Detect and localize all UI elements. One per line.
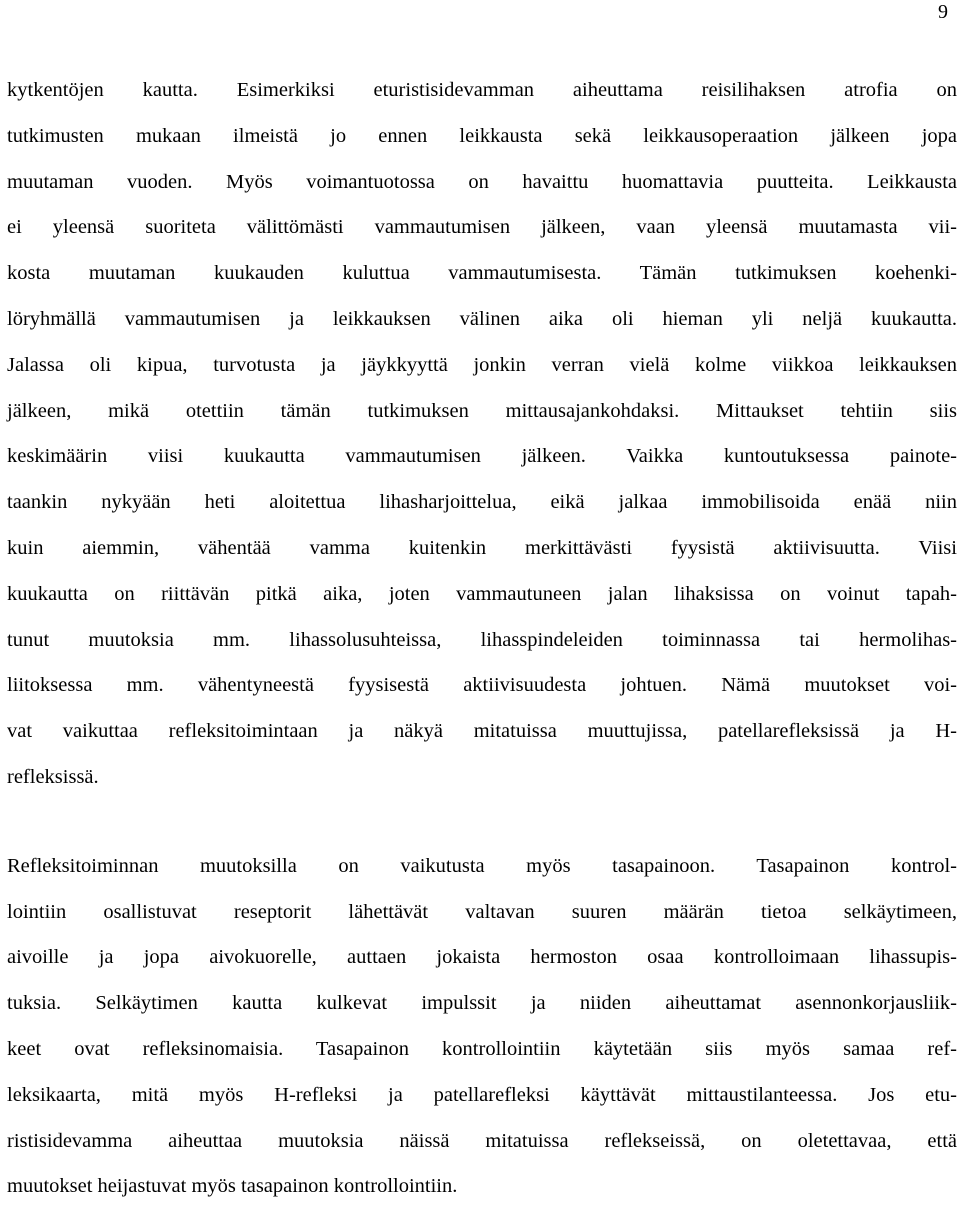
page-number: 9 bbox=[938, 1, 948, 23]
text-line: Jalassa oli kipua, turvotusta ja jäykkyyttä jonkin verran vielä kolme viikkoa leikkauksen bbox=[7, 353, 957, 376]
text-line: leksikaarta, mitä myös H-refleksi ja patellarefleksi käyttävät mittaustilanteessa. Jos etu- bbox=[7, 1083, 957, 1106]
text-line: tuksia. Selkäytimen kautta kulkevat impulssit ja niiden aiheuttamat asennonkorjausliik- bbox=[7, 992, 957, 1015]
text-line: lointiin osallistuvat reseptorit lähettävät valtavan suuren määrän tietoa selkäytimeen, bbox=[7, 900, 957, 923]
text-line: jälkeen, mikä otettiin tämän tutkimuksen mittausajankohdaksi. Mittaukset tehtiin siis bbox=[7, 399, 957, 422]
text-line: muutokset heijastuvat myös tasapainon kontrollointiin. bbox=[7, 1175, 458, 1198]
paragraph-gap bbox=[7, 801, 957, 844]
text-line: refleksissä. bbox=[7, 765, 99, 788]
paragraph bbox=[7, 844, 957, 1210]
text-line: keskimäärin viisi kuukautta vammautumisen jälkeen. Vaikka kuntoutuksessa painote- bbox=[7, 445, 957, 468]
text-line: kosta muutaman kuukauden kuluttua vammautumisesta. Tämän tutkimuksen koehenki- bbox=[7, 262, 957, 285]
text-line: kuukautta on riittävän pitkä aika, joten vammautuneen jalan lihaksissa on voinut tapah- bbox=[7, 582, 957, 605]
text-line: kytkentöjen kautta. Esimerkiksi eturistisidevamman aiheuttama reisilihaksen atrofia on bbox=[7, 79, 957, 101]
text-line: ristisidevamma aiheuttaa muutoksia näissä mitatuissa reflekseissä, on oletettavaa, että bbox=[7, 1129, 957, 1152]
text-line: ei yleensä suoriteta välittömästi vammautumisen jälkeen, vaan yleensä muutamasta vii- bbox=[7, 216, 957, 239]
text-line: vat vaikuttaa refleksitoimintaan ja näkyä mitatuissa muuttujissa, patellarefleksissä ja H- bbox=[7, 720, 957, 743]
text-line: löryhmällä vammautumisen ja leikkauksen välinen aika oli hieman yli neljä kuukautta. bbox=[7, 307, 957, 330]
text-line: aivoille ja jopa aivokuorelle, auttaen jokaista hermoston osaa kontrolloimaan lihassupis- bbox=[7, 946, 957, 969]
text-line: taankin nykyään heti aloitettua lihasharjoittelua, eikä jalkaa immobilisoida enää niin bbox=[7, 491, 957, 514]
text-line: kuin aiemmin, vähentää vamma kuitenkin merkittävästi fyysistä aktiivisuutta. Viisi bbox=[7, 536, 957, 559]
text-line: tutkimusten mukaan ilmeistä jo ennen leikkausta sekä leikkausoperaation jälkeen jopa bbox=[7, 124, 957, 147]
text-line: muutaman vuoden. Myös voimantuotossa on havaittu huomattavia puutteita. Leikkausta bbox=[7, 170, 957, 193]
body-text bbox=[7, 68, 957, 1210]
text-line: liitoksessa mm. vähentyneestä fyysisestä aktiivisuudesta johtuen. Nämä muutokset voi- bbox=[7, 674, 957, 697]
text-line: tunut muutoksia mm. lihassolusuhteissa, lihasspindeleiden toiminnassa tai hermolihas- bbox=[7, 628, 957, 651]
text-line: keet ovat refleksinomaisia. Tasapainon kontrollointiin käytetään siis myös samaa ref- bbox=[7, 1037, 957, 1060]
paragraph bbox=[7, 68, 957, 801]
text-line: Refleksitoiminnan muutoksilla on vaikutusta myös tasapainoon. Tasapainon kontrol- bbox=[7, 854, 957, 877]
